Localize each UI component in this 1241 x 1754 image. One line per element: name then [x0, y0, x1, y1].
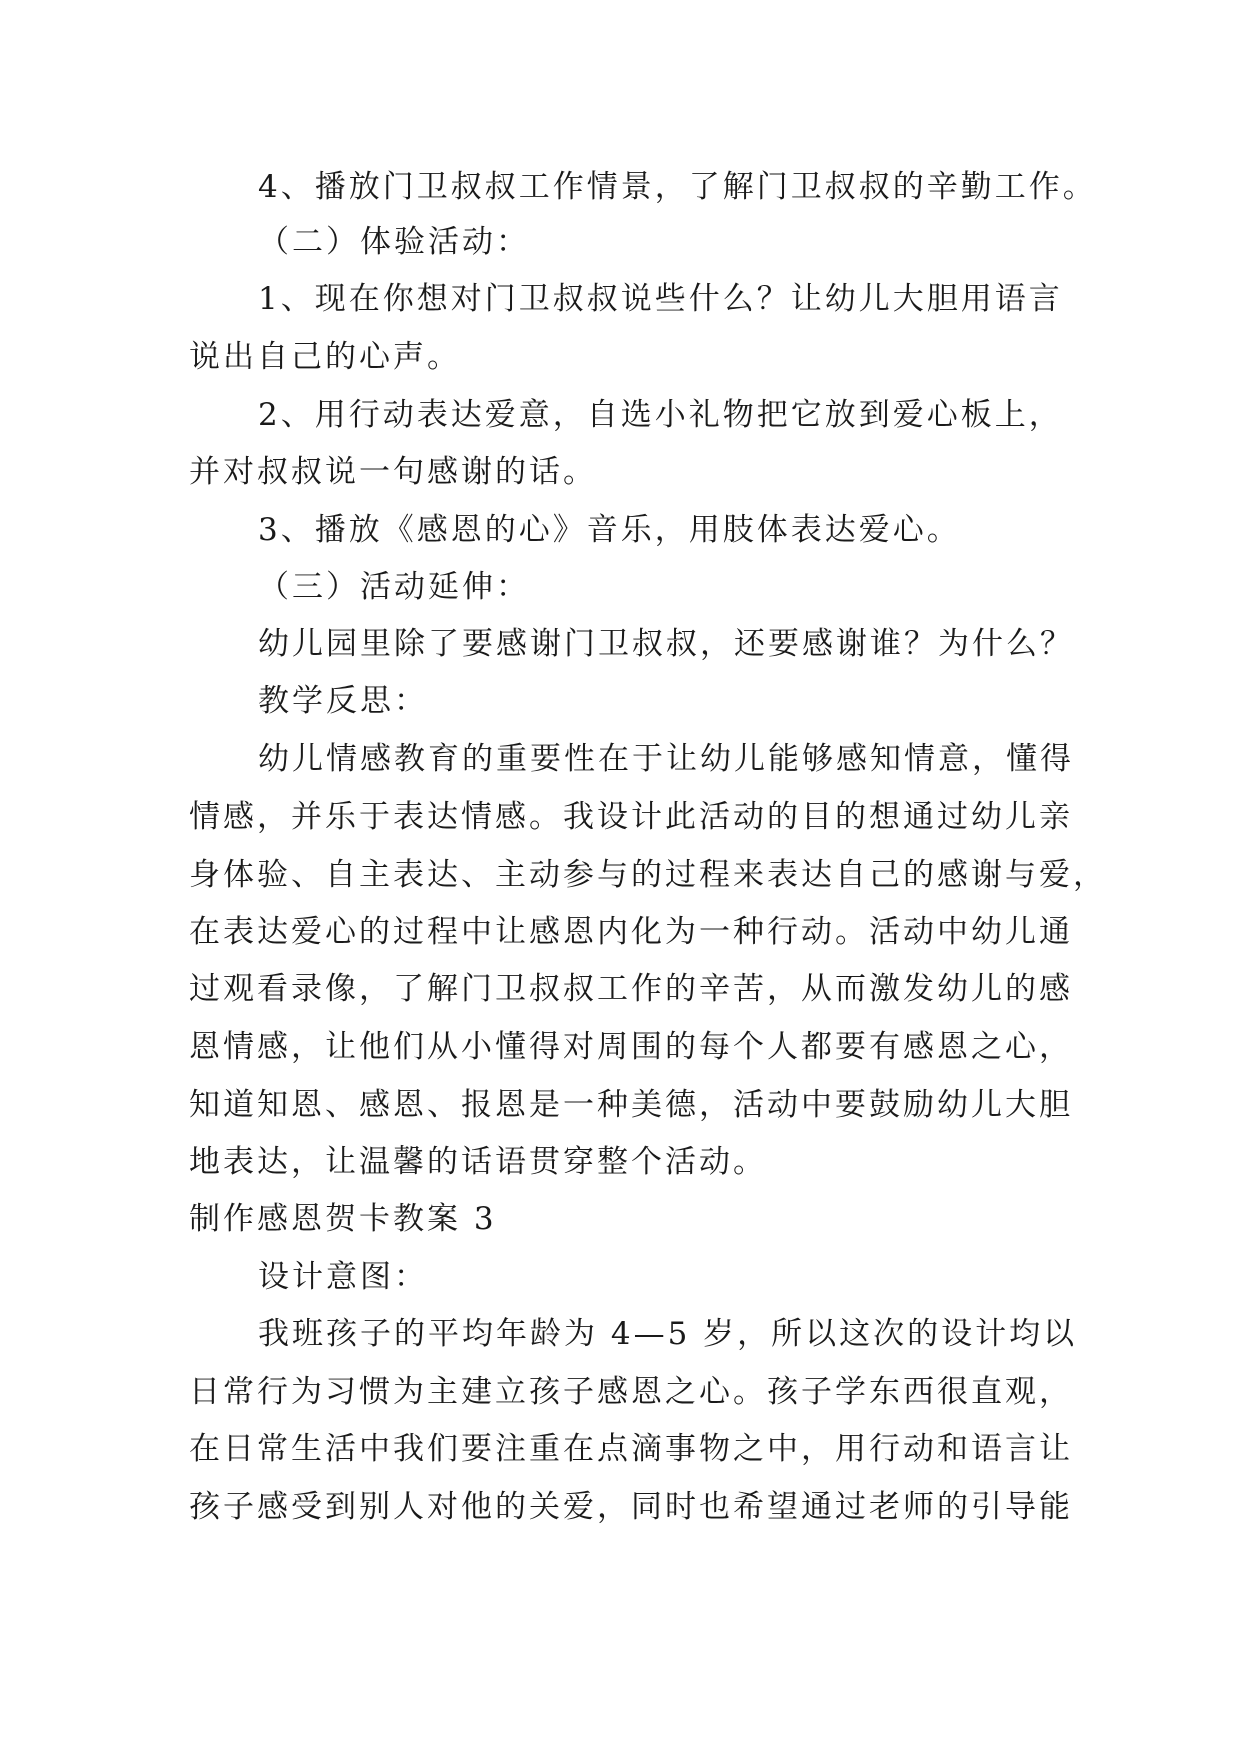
text-line: 3、播放《感恩的心》音乐，用肢体表达爱心。: [258, 512, 961, 548]
text-line: 幼儿园里除了要感谢门卫叔叔，还要感谢谁？为什么？: [258, 626, 1074, 662]
text-line: 过观看录像，了解门卫叔叔工作的辛苦，从而激发幼儿的感: [189, 971, 1073, 1007]
section-heading: （二）体验活动：: [258, 224, 530, 260]
section-heading: 设计意图：: [258, 1259, 428, 1295]
text-line: 并对叔叔说一句感谢的话。: [189, 454, 597, 490]
text-line: 幼儿情感教育的重要性在于让幼儿能够感知情意，懂得: [258, 741, 1074, 777]
section-heading: 教学反思：: [258, 683, 428, 719]
text-line: 日常行为习惯为主建立孩子感恩之心。孩子学东西很直观，: [189, 1374, 1073, 1410]
text-line: 地表达，让温馨的话语贯穿整个活动。: [189, 1144, 767, 1180]
text-line: 孩子感受到别人对他的关爱，同时也希望通过老师的引导能: [189, 1489, 1073, 1525]
section-heading: （三）活动延伸：: [258, 569, 530, 605]
text-line: 情感，并乐于表达情感。我设计此活动的目的想通过幼儿亲: [189, 799, 1073, 835]
text-line: 在表达爱心的过程中让感恩内化为一种行动。活动中幼儿通: [189, 914, 1073, 950]
text-line: 2、用行动表达爱意，自选小礼物把它放到爱心板上，: [258, 397, 1063, 433]
text-line: 恩情感，让他们从小懂得对周围的每个人都要有感恩之心，: [189, 1029, 1073, 1065]
text-line: 说出自己的心声。: [189, 339, 461, 375]
text-line: 4、播放门卫叔叔工作情景，了解门卫叔叔的辛勤工作。: [258, 169, 1097, 205]
document-title: 制作感恩贺卡教案 3: [189, 1201, 497, 1237]
text-line: 身体验、自主表达、主动参与的过程来表达自己的感谢与爱，: [189, 857, 1107, 893]
text-line: 1、现在你想对门卫叔叔说些什么？让幼儿大胆用语言: [258, 281, 1063, 317]
text-line: 知道知恩、感恩、报恩是一种美德，活动中要鼓励幼儿大胆: [189, 1087, 1073, 1123]
text-line: 在日常生活中我们要注重在点滴事物之中，用行动和语言让: [189, 1431, 1073, 1467]
text-line: 我班孩子的平均年龄为 4—5 岁，所以这次的设计均以: [258, 1316, 1078, 1352]
